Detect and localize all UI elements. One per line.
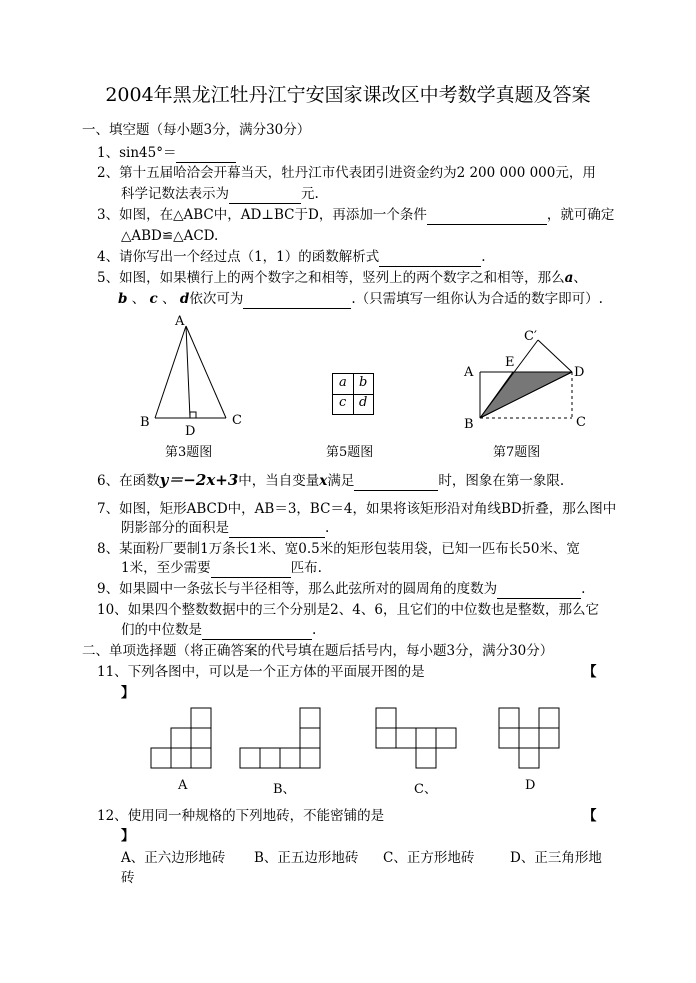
q11-bracket-close[interactable]: 】 <box>121 685 135 701</box>
q2-line1 <box>97 164 596 182</box>
q5-text-line1: 如图，如果横行上的两个数字之和相等，竖列上的两个数字之和相等，那么 <box>119 270 565 286</box>
net-c-square <box>436 728 456 748</box>
fig7-side-c-prime-d <box>538 340 572 372</box>
q11-net-b[interactable] <box>239 707 329 771</box>
q8-line2 <box>121 559 322 578</box>
fig3-label-c: C <box>232 413 242 428</box>
q10-line2 <box>121 621 316 640</box>
q6-blank[interactable] <box>354 472 438 491</box>
figure-5-grid <box>332 373 374 415</box>
q12-option-d-wrap: 砖 <box>121 870 135 886</box>
fig7-label-e: E <box>505 355 515 370</box>
q5-text-line2b: .（只需填写一组你认为合适的数字即可）. <box>351 291 603 307</box>
q12-bracket-close[interactable]: 】 <box>121 828 135 844</box>
q7-end: . <box>325 520 330 536</box>
q10-text-line1: 如果四个整数数据中的三个分别是2、4、6，且它们的中位数也是整数，那么它 <box>127 602 599 618</box>
q11-option-a-label[interactable]: A <box>178 778 188 793</box>
q2-text-line2a: 科学记数法表示为 <box>121 186 229 202</box>
q5-text-line2a: 依次可为 <box>189 291 244 307</box>
q7-line2 <box>121 519 329 538</box>
q3-number: 3、 <box>97 207 120 223</box>
net-d-square <box>499 708 519 728</box>
net-a-square <box>191 728 211 748</box>
q5-number: 5、 <box>97 270 120 286</box>
q3-blank[interactable] <box>427 206 547 225</box>
fig5-caption: 第5题图 <box>326 445 374 460</box>
q2-text-line2b: 元. <box>301 186 319 202</box>
q6-text-a: 在函数 <box>119 473 160 489</box>
q12-option-a[interactable]: A、正六边形地砖 <box>121 850 226 866</box>
q9-number: 9、 <box>97 581 120 597</box>
fig5-cell-b: b <box>359 375 368 390</box>
q12-option-b[interactable]: B、正五边形地砖 <box>254 850 359 866</box>
q4 <box>97 248 486 267</box>
q6-function: y＝−2x+3 <box>159 471 239 489</box>
q2-line2 <box>121 185 319 204</box>
q5-line2 <box>118 290 603 309</box>
fig7-label-c: C <box>576 415 586 430</box>
fig7-label-a: A <box>464 365 474 380</box>
page-title: 2004年黑龙江牡丹江宁安国家课改区中考数学真题及答案 <box>105 84 591 106</box>
fig3-altitude-ad <box>186 326 190 418</box>
fig3-right-angle-mark <box>190 412 196 418</box>
net-b-square <box>300 708 320 728</box>
q12-text: 使用同一种规格的下列地砖，不能密铺的是 <box>127 808 385 824</box>
net-b-square <box>260 748 280 768</box>
net-b-square <box>300 748 320 768</box>
q9-blank[interactable] <box>497 580 581 599</box>
fig7-caption: 第7题图 <box>493 445 541 460</box>
q12-number: 12、 <box>97 808 128 824</box>
q1-text: sin45°＝ <box>119 145 177 161</box>
figure-3 <box>140 312 250 442</box>
q7-text-line2: 阴影部分的面积是 <box>121 520 229 536</box>
q12-option-d[interactable]: D、正三角形地 <box>510 850 602 866</box>
section2-heading: 二、单项选择题（将正确答案的代号填在题后括号内，每小题3分，满分30分） <box>82 643 554 659</box>
q10-blank[interactable] <box>202 621 312 640</box>
q5-comma1: 、 <box>573 270 587 286</box>
fig3-caption: 第3题图 <box>165 445 213 460</box>
q11-net-d[interactable] <box>498 707 562 771</box>
q7-number: 7、 <box>97 501 120 517</box>
fig3-side-ac <box>186 326 226 418</box>
net-d-square <box>539 708 559 728</box>
q5-var-a: a <box>564 270 574 286</box>
fig3-label-a: A <box>175 314 185 329</box>
q12-stem <box>97 807 384 825</box>
q2-number: 2、 <box>97 165 120 181</box>
fig7-label-d: D <box>574 365 585 380</box>
q5-comma2: 、 <box>127 291 146 307</box>
q10-end: . <box>312 622 317 638</box>
q12-bracket-open: 【 <box>583 808 597 824</box>
q9 <box>97 580 585 599</box>
section1-heading: 一、填空题（每小题3分，满分30分） <box>82 122 311 138</box>
fig5-cell-c: c <box>339 395 347 410</box>
q5-comma3: 、 <box>157 291 176 307</box>
q4-number: 4、 <box>97 249 120 265</box>
q6-text-c: 满足 <box>327 473 355 489</box>
net-c-square <box>376 728 396 748</box>
fig5-cell-d: d <box>359 395 368 410</box>
q5-var-b: b <box>118 291 128 307</box>
net-a-square <box>171 728 191 748</box>
fig3-side-ab <box>155 326 186 418</box>
q5-blank[interactable] <box>243 290 351 309</box>
net-c-square <box>416 748 436 768</box>
q4-blank[interactable] <box>379 248 481 267</box>
q11-option-d-label[interactable]: D <box>525 778 536 793</box>
q1 <box>97 144 236 163</box>
fig5-cell-a: a <box>339 375 347 390</box>
q6-text-b: 中，当自变量 <box>238 473 320 489</box>
q8-blank[interactable] <box>211 559 291 578</box>
q4-end: . <box>481 249 486 265</box>
q8-number: 8、 <box>97 541 120 557</box>
q5-line1 <box>97 269 587 287</box>
net-c-square <box>416 728 436 748</box>
net-a-square <box>151 748 171 768</box>
q6-var-x: x <box>319 473 328 489</box>
q7-line1 <box>97 500 616 518</box>
net-d-square <box>499 728 519 748</box>
q11-bracket-open: 【 <box>583 664 597 680</box>
q11-number: 11、 <box>97 664 128 680</box>
q11-option-b-label[interactable]: B、 <box>273 782 296 797</box>
q11-text: 下列各图中，可以是一个正方体的平面展开图的是 <box>127 664 425 680</box>
q1-number: 1、 <box>97 145 120 161</box>
q7-text-line1: 如图，矩形ABCD中，AB＝3，BC＝4，如果将该矩形沿对角线BD折叠，那么图中 <box>119 501 617 517</box>
q4-text: 请你写出一个经过点（1，1）的函数解析式 <box>119 249 380 265</box>
q11-option-c-label[interactable]: C、 <box>414 782 437 797</box>
q10-text-line2: 们的中位数是 <box>121 622 202 638</box>
q8-text-line1: 某面粉厂要制1万条长1米、宽0.5米的矩形包装用袋，已知一匹布长50米、宽 <box>119 541 580 557</box>
q9-text: 如果圆中一条弦长与半径相等，那么此弦所对的圆周角的度数为 <box>119 581 498 597</box>
net-b-square <box>240 748 260 768</box>
q10-number: 10、 <box>97 602 128 618</box>
net-a-square <box>191 708 211 728</box>
q1-blank[interactable] <box>176 144 236 163</box>
q3-line1 <box>97 206 614 225</box>
q6 <box>97 471 564 491</box>
q6-text-d: 时，图象在第一象限. <box>438 473 565 489</box>
q8-text-line2b: 匹布. <box>290 560 322 576</box>
q11-stem <box>97 663 425 681</box>
q3-text-line1b: ，就可确定 <box>546 207 615 223</box>
fig7-label-b: B <box>464 417 474 432</box>
net-c-square <box>376 708 396 728</box>
q3-text-line1a: 如图，在△ABC中，AD⊥BC于D，再添加一个条件 <box>119 207 427 223</box>
net-d-square <box>519 748 539 768</box>
net-d-square <box>519 728 539 748</box>
q5-var-c: c <box>149 291 158 307</box>
q5-var-d: d <box>179 291 190 307</box>
net-b-square <box>280 748 300 768</box>
q9-end: . <box>581 581 586 597</box>
q8-line1 <box>97 540 580 558</box>
q8-text-line2a: 1米，至少需要 <box>121 560 211 576</box>
net-c-square <box>396 728 416 748</box>
net-b-square <box>300 728 320 748</box>
q11-net-c[interactable] <box>375 707 459 771</box>
net-d-square <box>539 728 559 748</box>
q2-text-line1: 第十五届哈洽会开幕当天，牡丹江市代表团引进资金约为2 200 000 000元，用 <box>119 165 596 181</box>
q10-line1 <box>97 601 599 619</box>
net-a-square <box>171 748 191 768</box>
q12-option-c[interactable]: C、正方形地砖 <box>383 850 475 866</box>
net-a-square <box>191 748 211 768</box>
q6-number: 6、 <box>97 473 120 489</box>
fig7-label-c-prime: C′ <box>524 329 537 344</box>
q11-net-a[interactable] <box>150 707 212 771</box>
figure-7 <box>460 330 590 435</box>
fig3-label-b: B <box>140 415 150 430</box>
q7-blank[interactable] <box>229 519 325 538</box>
q2-blank[interactable] <box>229 185 301 204</box>
fig3-label-d: D <box>185 424 196 439</box>
q3-line2: △ABD≌△ACD. <box>121 228 219 244</box>
